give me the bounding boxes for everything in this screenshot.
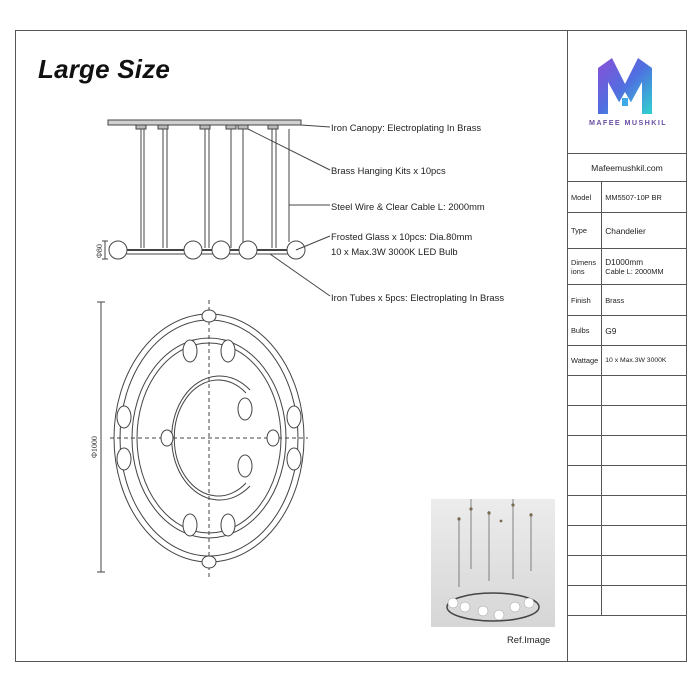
spec-empty-cell [568, 586, 602, 616]
spec-key: Finish [568, 285, 602, 316]
spec-key: Type [568, 213, 602, 249]
callout-iron-tubes: Iron Tubes x 5pcs: Electroplating In Brass [331, 292, 505, 303]
spec-empty-cell [602, 466, 687, 496]
spec-value: 10 x Max.3W 3000K [602, 346, 687, 376]
callout-canopy: Iron Canopy: Electroplating In Brass [331, 122, 482, 133]
spec-empty-cell [568, 406, 602, 436]
callout-led-bulb: 10 x Max.3W 3000K LED Bulb [331, 246, 458, 257]
spec-row-model [568, 182, 687, 213]
callout-frosted-glass: Frosted Glass x 10pcs: Dia.80mm [331, 231, 473, 242]
spec-empty-cell [568, 376, 602, 406]
brand-website: Mafeemushkil.com [568, 154, 687, 182]
spec-empty-cell [602, 376, 687, 406]
reference-image-label: Ref.Image [507, 634, 551, 645]
chandelier-photo-icon [431, 499, 555, 627]
spec-empty-cell [602, 496, 687, 526]
spec-empty-cell [568, 496, 602, 526]
spec-table [567, 153, 687, 616]
spec-row-finish [568, 285, 687, 316]
overall-diameter-label: Φ1000 [90, 436, 99, 458]
spec-key: Model [568, 182, 602, 213]
brand-name: MAFEE MUSHKIL [588, 118, 668, 127]
spec-empty-cell [568, 526, 602, 556]
bulb-diameter-label: Φ80 [95, 244, 104, 258]
reference-image [431, 499, 555, 627]
spec-empty-cell [568, 466, 602, 496]
spec-row-bulbs [568, 316, 687, 346]
spec-empty-cell [568, 556, 602, 586]
spec-value: Brass [602, 285, 687, 316]
spec-key: Dimens ions [568, 249, 602, 285]
spec-empty-cell [602, 586, 687, 616]
spec-row-wattage [568, 346, 687, 376]
spec-empty-cell [568, 436, 602, 466]
mafee-mushkil-logo-icon [590, 54, 660, 124]
spec-empty-cell [602, 556, 687, 586]
callout-steel-wire: Steel Wire & Clear Cable L: 2000mm [331, 201, 485, 212]
spec-empty-cell [602, 436, 687, 466]
canopy-plate [108, 120, 301, 125]
spec-key: Bulbs [568, 316, 602, 346]
spec-value: Chandelier [602, 213, 687, 249]
callout-hanging-kits: Brass Hanging Kits x 10pcs [331, 165, 446, 176]
spec-empty-cell [602, 526, 687, 556]
spec-key: Wattage [568, 346, 602, 376]
spec-value [602, 249, 687, 285]
spec-value: G9 [602, 316, 687, 346]
spec-row-dimensions [568, 249, 687, 285]
spec-value-cable: Cable L: 2000MM [605, 266, 664, 276]
spec-row-type [568, 213, 687, 249]
page-title: Large Size [38, 54, 171, 84]
spec-value: MM5507-10P BR [602, 182, 687, 213]
spec-value-diameter: D1000mm [605, 257, 644, 267]
spec-empty-cell [602, 406, 687, 436]
